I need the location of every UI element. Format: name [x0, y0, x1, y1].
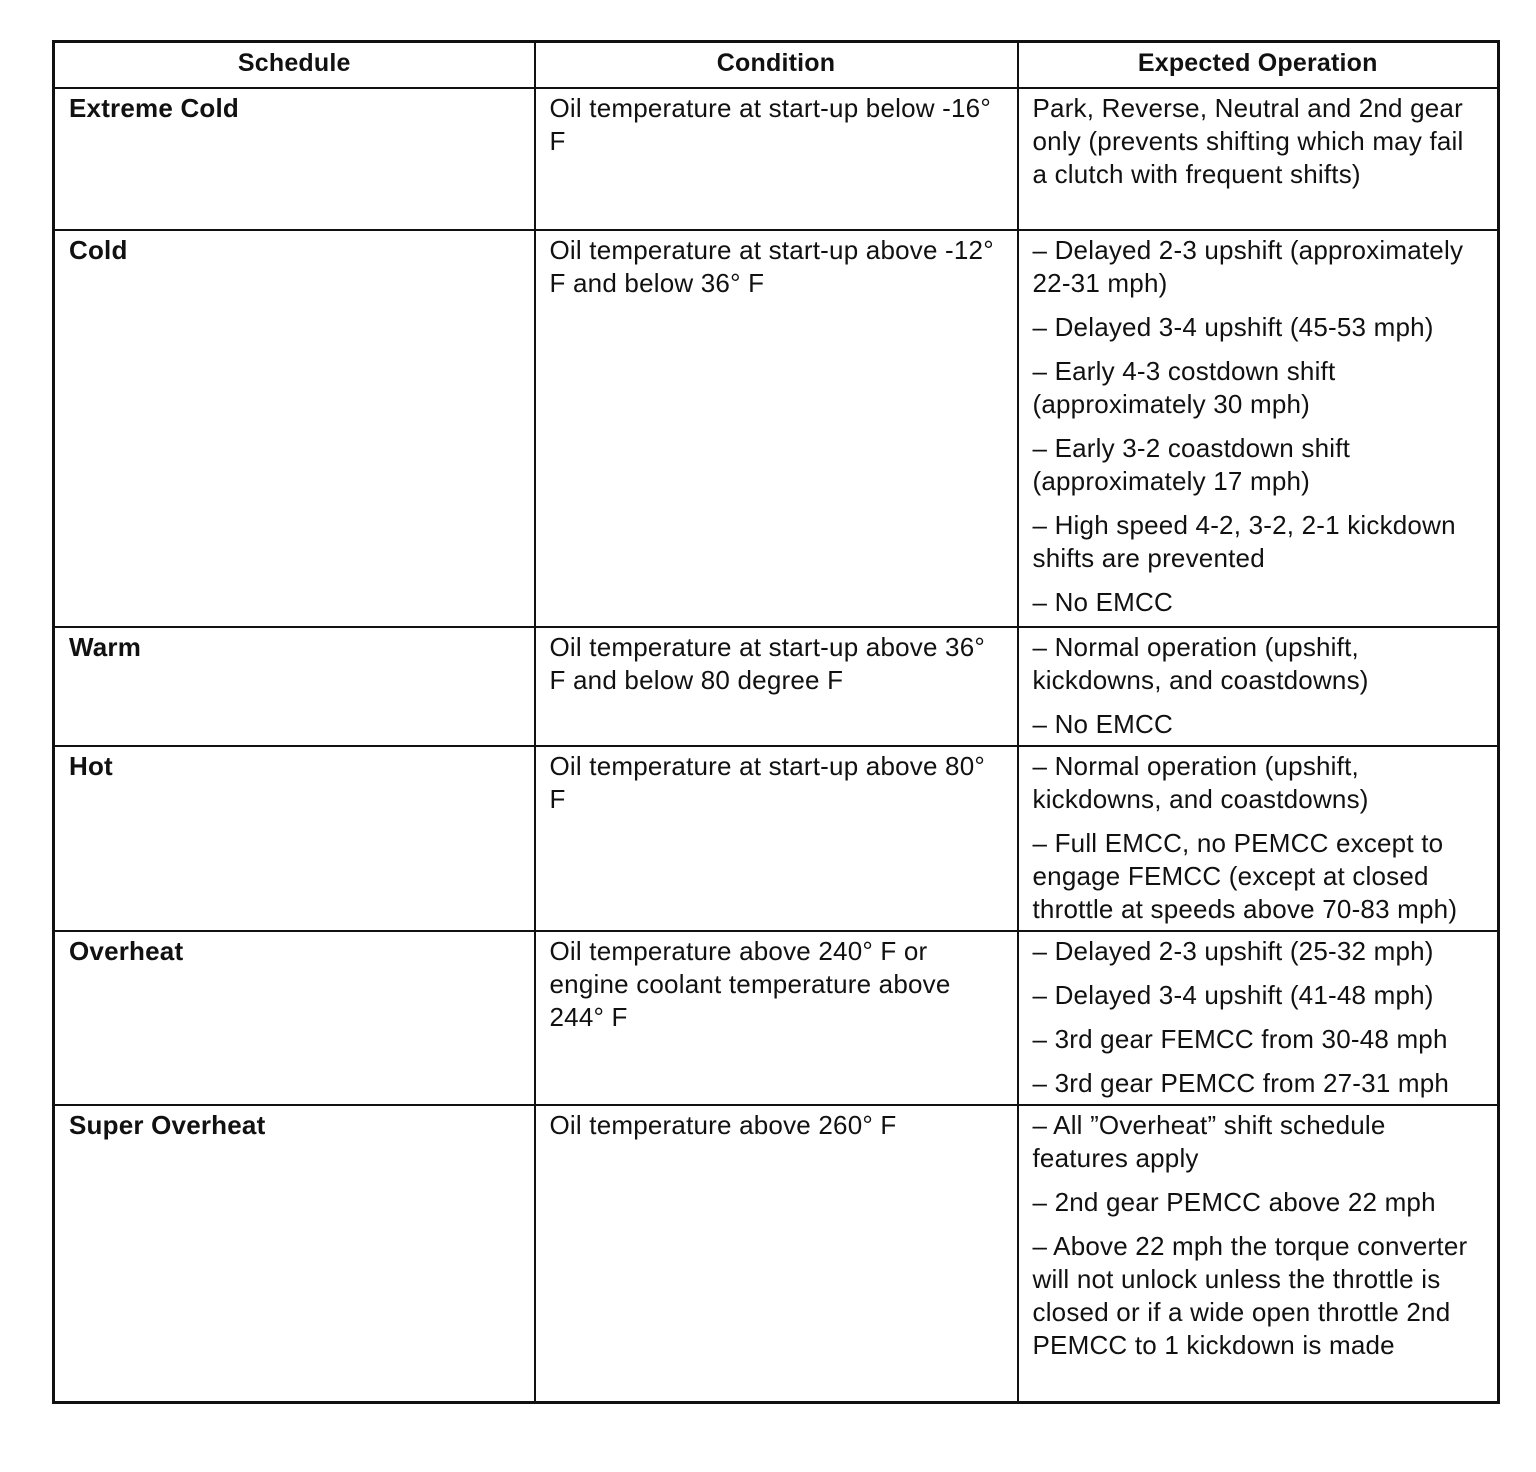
schedule-cell: Extreme Cold [54, 88, 535, 230]
condition-cell: Oil temperature at start-up below -16° F [535, 88, 1018, 230]
schedule-cell: Cold [54, 230, 535, 627]
table-row [54, 230, 1499, 627]
operation-item: – Delayed 2-3 upshift (approximately 22-31 mph) [1032, 235, 1464, 298]
operation-item: – Delayed 3-4 upshift (45-53 mph) [1032, 312, 1434, 342]
header-expected-operation: Expected Operation [1018, 42, 1499, 89]
operation-item: – Early 4-3 costdown shift (approximately 30 mph) [1032, 356, 1336, 419]
expected-operation-cell [1018, 931, 1499, 1105]
schedule-cell: Hot [54, 746, 535, 931]
operation-item: – Above 22 mph the torque converter will not unlock unless the throttle is closed or if a wide open throttle 2nd PEMCC to 1 kickdown is made [1032, 1231, 1468, 1360]
expected-operation-cell [1018, 88, 1499, 230]
condition-cell: Oil temperature above 240° F or engine coolant temperature above 244° F [535, 931, 1018, 1105]
operation-item: – No EMCC [1032, 709, 1173, 739]
expected-operation-cell [1018, 627, 1499, 746]
document-page [52, 40, 1497, 1404]
expected-operation-cell [1018, 1105, 1499, 1403]
operation-item: – Full EMCC, no PEMCC except to engage FEMCC (except at closed throttle at speeds above 70-83 mph) [1032, 828, 1458, 924]
condition-cell: Oil temperature above 260° F [535, 1105, 1018, 1403]
operation-item: – 2nd gear PEMCC above 22 mph [1032, 1187, 1436, 1217]
operation-item: – No EMCC [1032, 587, 1173, 617]
table-row [54, 1105, 1499, 1403]
table-row [54, 627, 1499, 746]
schedule-cell: Super Overheat [54, 1105, 535, 1403]
operation-item: – Normal operation (upshift, kickdowns, and coastdowns) [1032, 751, 1369, 814]
shift-schedule-table [52, 40, 1500, 1404]
operation-item: – 3rd gear PEMCC from 27-31 mph [1032, 1068, 1450, 1098]
operation-item: – All ”Overheat” shift schedule features apply [1032, 1110, 1386, 1173]
operation-item: Park, Reverse, Neutral and 2nd gear only (prevents shifting which may fail a clutch with frequent shifts) [1032, 93, 1464, 189]
table-row [54, 746, 1499, 931]
schedule-cell: Warm [54, 627, 535, 746]
operation-item: – Early 3-2 coastdown shift (approximately 17 mph) [1032, 433, 1351, 496]
operation-item: – High speed 4-2, 3-2, 2-1 kickdown shifts are prevented [1032, 510, 1456, 573]
table-row [54, 88, 1499, 230]
table-row [54, 931, 1499, 1105]
operation-item: – 3rd gear FEMCC from 30-48 mph [1032, 1024, 1448, 1054]
table-header-row [54, 42, 1499, 89]
expected-operation-cell [1018, 230, 1499, 627]
condition-cell: Oil temperature at start-up above -12° F and below 36° F [535, 230, 1018, 627]
operation-item: – Delayed 3-4 upshift (41-48 mph) [1032, 980, 1434, 1010]
condition-cell: Oil temperature at start-up above 36° F and below 80 degree F [535, 627, 1018, 746]
schedule-cell: Overheat [54, 931, 535, 1105]
header-condition: Condition [535, 42, 1018, 89]
operation-item: – Delayed 2-3 upshift (25-32 mph) [1032, 936, 1434, 966]
condition-cell: Oil temperature at start-up above 80° F [535, 746, 1018, 931]
expected-operation-cell [1018, 746, 1499, 931]
operation-item: – Normal operation (upshift, kickdowns, and coastdowns) [1032, 632, 1369, 695]
header-schedule: Schedule [54, 42, 535, 89]
